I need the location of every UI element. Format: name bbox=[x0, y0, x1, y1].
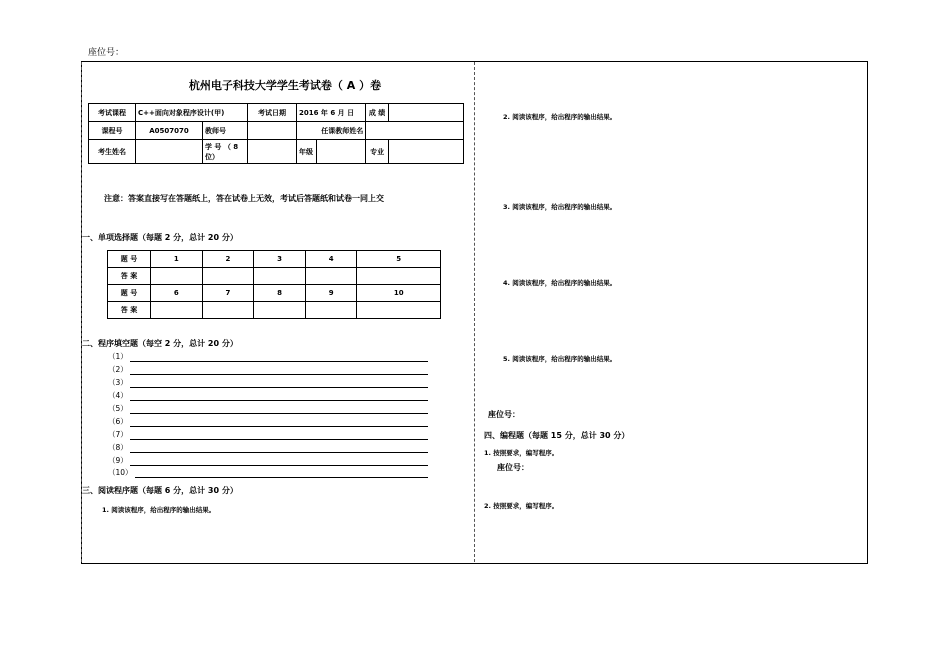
answer-cell[interactable] bbox=[202, 302, 254, 319]
question-no-label: 题 号 bbox=[108, 251, 151, 268]
section-1-heading: 一、单项选择题（每题 2 分，总计 20 分） bbox=[82, 233, 238, 242]
major-field[interactable] bbox=[389, 140, 464, 164]
blank-line[interactable] bbox=[108, 377, 428, 388]
exam-info-table bbox=[88, 103, 464, 164]
programming-question-1: 1. 按照要求，编写程序。 bbox=[484, 449, 559, 457]
exam-title: 杭州电子科技大学学生考试卷（ A ）卷 bbox=[188, 79, 382, 92]
blank-underline bbox=[130, 404, 428, 414]
blank-number: （4） bbox=[108, 391, 128, 400]
q-num: 8 bbox=[254, 285, 306, 302]
blank-line[interactable] bbox=[108, 403, 428, 414]
answer-cell[interactable] bbox=[305, 302, 357, 319]
blank-underline bbox=[135, 468, 428, 478]
blank-underline bbox=[130, 378, 428, 388]
section-3-heading: 三、阅读程序题（每题 6 分，总计 30 分） bbox=[82, 486, 238, 495]
q-num: 6 bbox=[151, 285, 203, 302]
seat-number-label-3: 座位号： bbox=[497, 462, 559, 473]
blank-number: （8） bbox=[108, 443, 128, 452]
blank-line[interactable] bbox=[108, 416, 428, 427]
student-name-field[interactable] bbox=[136, 140, 203, 164]
blank-number: （9） bbox=[108, 456, 128, 465]
teacher-name-field[interactable] bbox=[366, 122, 464, 140]
q-num: 1 bbox=[151, 251, 203, 268]
section-2-heading: 二、程序填空题（每空 2 分，总计 20 分） bbox=[82, 339, 238, 348]
blank-underline bbox=[130, 456, 428, 466]
blank-line[interactable] bbox=[108, 390, 428, 401]
q-num: 2 bbox=[202, 251, 254, 268]
center-divider bbox=[474, 62, 475, 562]
blank-line[interactable] bbox=[108, 455, 428, 466]
reading-question-3: 3. 阅读该程序，给出程序的输出结果。 bbox=[503, 203, 617, 211]
q-num: 4 bbox=[305, 251, 357, 268]
blank-line[interactable] bbox=[108, 442, 428, 453]
q-num: 5 bbox=[357, 251, 441, 268]
blank-number: （1） bbox=[108, 352, 128, 361]
major-label: 专业 bbox=[366, 140, 389, 164]
blank-number: （7） bbox=[108, 430, 128, 439]
course-code: A0507070 bbox=[136, 122, 203, 140]
course-name: C++面向对象程序设计(甲) bbox=[136, 104, 248, 122]
q-num: 10 bbox=[357, 285, 441, 302]
course-label: 考试课程 bbox=[89, 104, 136, 122]
answer-cell[interactable] bbox=[151, 268, 203, 285]
student-id-field[interactable] bbox=[248, 140, 297, 164]
blank-underline bbox=[130, 417, 428, 427]
answer-cell[interactable] bbox=[254, 268, 306, 285]
answer-cell[interactable] bbox=[202, 268, 254, 285]
blank-underline bbox=[130, 391, 428, 401]
date-label: 考试日期 bbox=[248, 104, 297, 122]
blank-underline bbox=[130, 352, 428, 362]
answer-cell[interactable] bbox=[357, 302, 441, 319]
reading-question-2: 2. 阅读该程序，给出程序的输出结果。 bbox=[503, 113, 617, 121]
programming-question-2: 2. 按照要求，编写程序。 bbox=[484, 502, 559, 510]
blank-line[interactable] bbox=[108, 467, 428, 478]
answer-cell[interactable] bbox=[151, 302, 203, 319]
q-num: 7 bbox=[202, 285, 254, 302]
exam-date: 2016 年 6 月 日 bbox=[297, 104, 366, 122]
blank-underline bbox=[130, 430, 428, 440]
course-code-label: 课程号 bbox=[89, 122, 136, 140]
teacher-name-label: 任课教师姓名 bbox=[297, 122, 366, 140]
answer-table bbox=[107, 250, 441, 319]
q-num: 9 bbox=[305, 285, 357, 302]
answer-label: 答 案 bbox=[108, 302, 151, 319]
seat-number-label: 座位号： bbox=[88, 48, 125, 58]
answer-cell[interactable] bbox=[305, 268, 357, 285]
blank-number: （2） bbox=[108, 365, 128, 374]
notice-text: 注意：答案直接写在答题纸上，答在试卷上无效，考试后答题纸和试卷一同上交 bbox=[104, 194, 384, 203]
answer-label: 答 案 bbox=[108, 268, 151, 285]
blank-line[interactable] bbox=[108, 364, 428, 375]
answer-cell[interactable] bbox=[254, 302, 306, 319]
blank-underline bbox=[130, 365, 428, 375]
student-id-label: 学 号 （ 8 位） bbox=[203, 140, 248, 164]
section-4-heading: 四、编程题（每题 15 分，总计 30 分） bbox=[484, 431, 630, 440]
q-num: 3 bbox=[254, 251, 306, 268]
score-label: 成 绩 bbox=[366, 104, 389, 122]
blank-number: （5） bbox=[108, 404, 128, 413]
question-no-label: 题 号 bbox=[108, 285, 151, 302]
blank-line[interactable] bbox=[108, 429, 428, 440]
blank-number: （10） bbox=[108, 468, 133, 477]
blank-number: （3） bbox=[108, 378, 128, 387]
teacher-no-label: 教师号 bbox=[203, 122, 248, 140]
grade-label: 年级 bbox=[297, 140, 317, 164]
reading-question-1: 1. 阅读该程序，给出程序的输出结果。 bbox=[102, 506, 216, 514]
student-name-label: 考生姓名 bbox=[89, 140, 136, 164]
seat-number-label-2: 座位号： bbox=[488, 410, 520, 419]
blank-underline bbox=[130, 443, 428, 453]
answer-cell[interactable] bbox=[357, 268, 441, 285]
blank-line[interactable] bbox=[108, 351, 428, 362]
score-field[interactable] bbox=[389, 104, 464, 122]
teacher-no-field[interactable] bbox=[248, 122, 297, 140]
reading-question-5: 5. 阅读该程序，给出程序的输出结果。 bbox=[503, 355, 617, 363]
grade-field[interactable] bbox=[317, 140, 366, 164]
blank-number: （6） bbox=[108, 417, 128, 426]
reading-question-4: 4. 阅读该程序，给出程序的输出结果。 bbox=[503, 279, 617, 287]
